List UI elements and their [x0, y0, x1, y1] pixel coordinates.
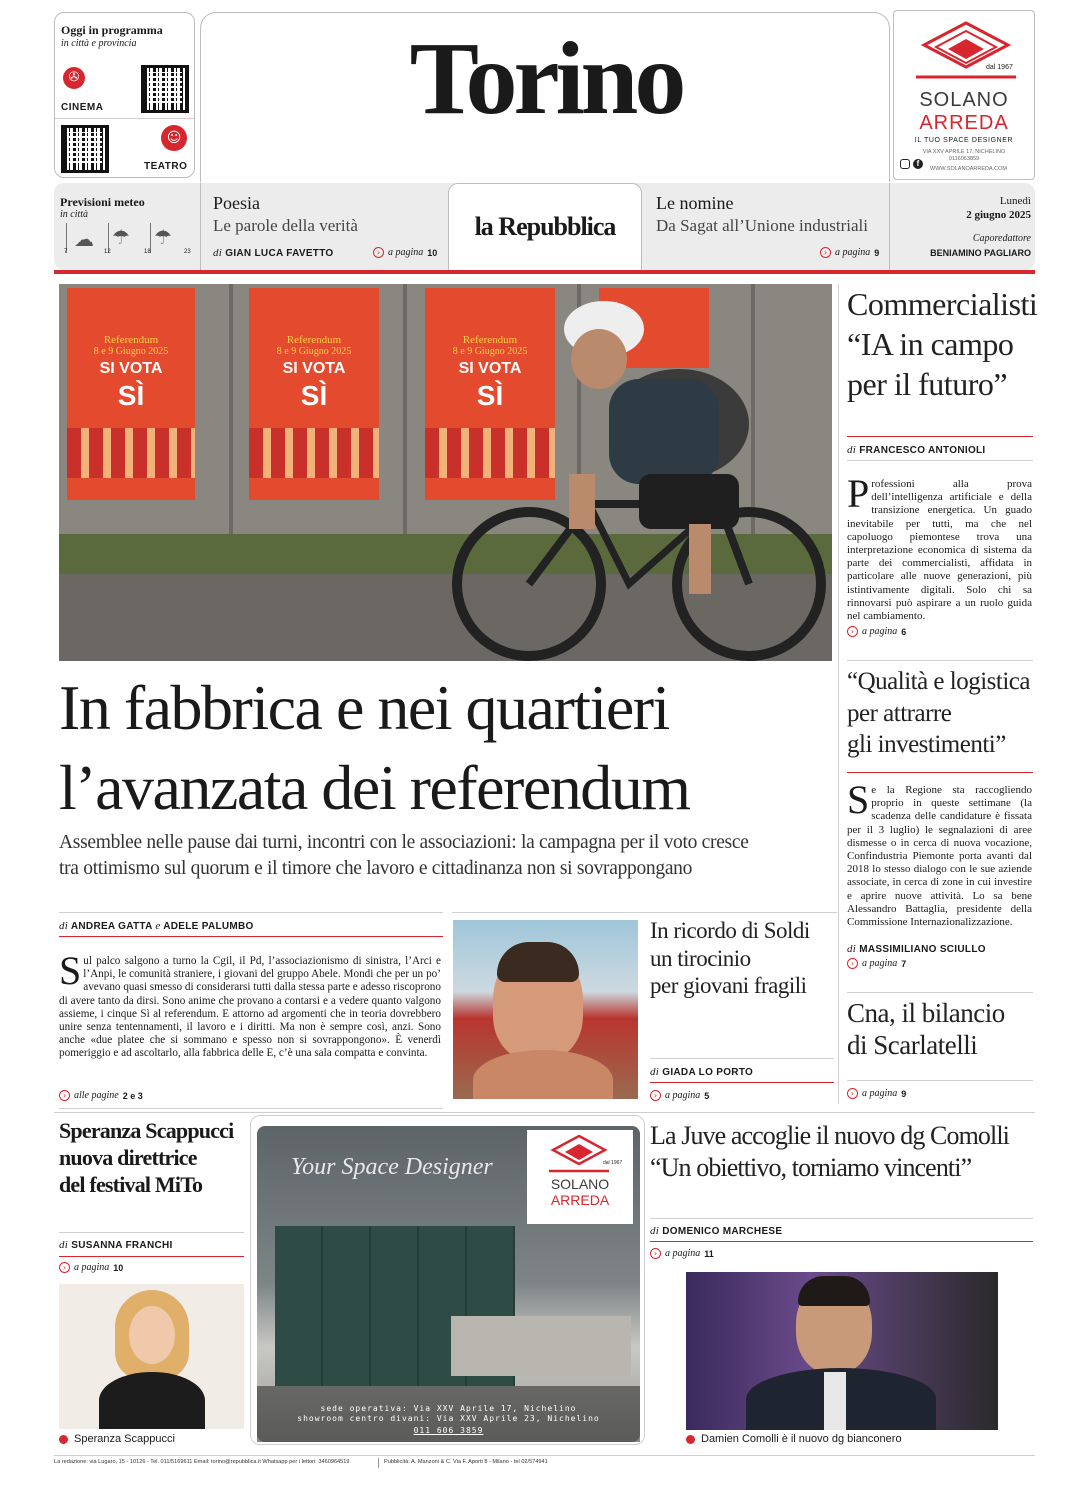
info-dot-icon	[59, 1435, 68, 1444]
solano-ad-site[interactable]: WWW.SOLANOARREDA.COM	[930, 166, 1008, 172]
referendum-poster-2: Referendum 8 e 9 Giugno 2025 SI VOTA SÌ	[249, 288, 379, 500]
soldi-byline: di GIADA LO PORTO	[650, 1066, 754, 1078]
lead-photo[interactable]	[59, 284, 832, 661]
soldi-page-ref[interactable]: › a pagina 5	[650, 1090, 709, 1101]
teatro-label[interactable]: TEATRO	[144, 161, 188, 172]
facebook-icon[interactable]: f	[913, 159, 923, 169]
arrow-icon: ›	[847, 958, 858, 969]
qualita-byline: di MASSIMILIANO SCIULLO	[847, 943, 986, 955]
mito-title-3[interactable]: del festival MiTo	[59, 1172, 203, 1197]
soldi-title-2[interactable]: un tirocinio	[650, 946, 751, 971]
weather-temp-4: 23	[184, 249, 191, 255]
theater-masks-icon: ☺	[161, 125, 187, 151]
qualita-title-2[interactable]: per attrarre	[847, 700, 952, 727]
qualita-page-ref[interactable]: › a pagina 7	[847, 958, 906, 969]
weather-subtitle: in città	[60, 209, 89, 220]
juve-byline: di DOMENICO MARCHESE	[650, 1225, 783, 1237]
solano-ad-phone: 0116063859	[948, 156, 980, 162]
cyclist-figure	[419, 284, 832, 661]
nomine-page-ref[interactable]: › a pagina 9	[820, 247, 879, 258]
comolli-photo[interactable]	[686, 1272, 998, 1430]
instagram-icon[interactable]	[900, 159, 910, 169]
ad2-line-2: showroom centro divani: Via XXV Aprile 23, Nichelino	[297, 1414, 600, 1423]
lead-headline-line-1[interactable]: In fabbrica e nei quartieri	[59, 672, 669, 743]
referendum-poster-1: Referendum 8 e 9 Giugno 2025 SI VOTA SÌ	[67, 288, 195, 500]
weather-temp-2: 12	[104, 249, 111, 255]
mito-title-1[interactable]: Speranza Scappucci	[59, 1118, 234, 1143]
solano-ad-box[interactable]	[893, 10, 1035, 180]
commercialisti-title-1[interactable]: Commercialisti	[847, 286, 1038, 322]
arrow-icon: ›	[820, 247, 831, 258]
solano-ad-brand-bottom: ARREDA	[919, 112, 1009, 134]
arrow-icon: ›	[59, 1090, 70, 1101]
rain-icon: ☂	[112, 225, 130, 249]
nomine-kicker: Le nomine	[656, 193, 734, 213]
commercialisti-byline: di FRANCESCO ANTONIOLI	[847, 444, 986, 456]
program-box-subtitle: in città e provincia	[61, 38, 137, 49]
ad2-phone: 011 606 3859	[413, 1426, 484, 1435]
weather-box	[54, 183, 197, 270]
lead-byline: di ANDREA GATTA e ADELE PALUMBO	[59, 920, 254, 932]
poesia-page-ref[interactable]: › a pagina 10	[373, 247, 437, 258]
footer-editorial: La redazione: via Lugaro, 15 - 10126 - Tel. 011/5169611 Email: torino@repubblica.it Whatsapp per i lettori: 3460964519	[54, 1459, 350, 1465]
solano-ad-since: dal 1967	[986, 64, 1013, 71]
cna-title-1[interactable]: Cna, il bilancio	[847, 998, 1005, 1028]
qualita-title-3[interactable]: gli investimenti”	[847, 731, 1006, 758]
ad2-brand-top: SOLANO	[550, 1176, 610, 1192]
cloudy-icon: ☁	[74, 227, 94, 251]
commercialisti-page-ref[interactable]: › a pagina 6	[847, 626, 906, 637]
ad2-brand-bottom: ARREDA	[550, 1192, 610, 1208]
solano-ad-2[interactable]	[250, 1115, 645, 1445]
solano-ad-brand-top: SOLANO	[919, 89, 1009, 111]
date-box	[892, 183, 1035, 270]
poesia-box[interactable]	[200, 183, 446, 270]
cinema-qr-code[interactable]	[141, 65, 189, 113]
mito-byline: di SUSANNA FRANCHI	[59, 1239, 173, 1251]
qualita-title-1[interactable]: “Qualità e logistica	[847, 668, 1030, 695]
commercialisti-title-2[interactable]: “IA in campo	[847, 326, 1014, 362]
repubblica-logo: la Repubblica	[474, 212, 616, 241]
mito-title-2[interactable]: nuova direttrice	[59, 1145, 197, 1170]
repubblica-logo-box	[448, 183, 642, 270]
masthead-title: Torino	[409, 21, 683, 136]
lead-body: Sul palco salgono a turno la Cgil, il Pd, l’associazionismo di sinistra, l’Arci e l’Anpi, le comunità straniere, i giovani del gruppo Abele. Mondi che per un po’ avevano quasi smesso di considerarsi tutti dalla stessa parte e adesso riscoprono di avere tanto da dirsi. Sono anime che provano a contarsi e a vedere quanto valgono assieme, i cinque Sì al referendum. E attorno ad argomenti che in teoria dovrebbero unire senza tentennamenti, il lavoro e i diritti. Ma non è sempre così, anzi. Sono anche «due platee che si sommano e spesso non si sovrappongono». È venerdì pomeriggio e ad ascoltarlo, alla fabbrica delle E, c’è una sala compatta e convinta.	[59, 948, 441, 1060]
solano-ad-address: VIA XXV APRILE 17, NICHELINO	[922, 149, 1006, 155]
soldi-title-1[interactable]: In ricordo di Soldi	[650, 918, 810, 943]
weather-temp-1: 7	[64, 249, 68, 255]
scappucci-photo[interactable]	[59, 1284, 244, 1429]
arrow-icon: ›	[650, 1090, 661, 1101]
ad2-since: dal 1967	[603, 1160, 623, 1166]
film-reel-icon: ✇	[63, 67, 85, 89]
rain-icon-2: ☂	[154, 225, 172, 249]
mito-page-ref[interactable]: › a pagina 10	[59, 1262, 123, 1273]
ad2-logo-icon	[549, 1134, 609, 1174]
lead-headline-line-2[interactable]: l’avanzata dei referendum	[59, 752, 690, 823]
arrow-icon: ›	[373, 247, 384, 258]
poesia-kicker: Poesia	[213, 193, 260, 213]
ad2-line-1: sede operativa: Via XXV Aprile 17, Nichelino	[320, 1404, 577, 1413]
ad2-script: Your Space Designer	[291, 1154, 493, 1180]
nomine-box[interactable]	[644, 183, 890, 270]
date-value: 2 giugno 2025	[966, 209, 1031, 221]
solano-logo-icon	[916, 19, 1016, 81]
cna-page-ref[interactable]: › a pagina 9	[847, 1088, 906, 1099]
qualita-body: Se la Regione sta raccogliendo proprio in queste settimane (la scadenza delle candidature è fissata per il 3 luglio) le segnalazioni di aree dismesse o in cerca di nuova vocazione, Confindustria Piemonte porta avanti dal 2018 lo stesso dialogo con le sue aziende associate, in cerca di zone in cui investire e aprire nuove attività. Lo sa bene Alessandro Battaglia, presidente della Commissione Internazionalizzazione.	[847, 777, 1032, 929]
topbar-red-rule	[54, 270, 1035, 274]
juve-page-ref[interactable]: › a pagina 11	[650, 1248, 714, 1259]
commercialisti-title-3[interactable]: per il futuro”	[847, 366, 1008, 402]
date-day: Lunedì	[999, 195, 1031, 207]
cna-title-2[interactable]: di Scarlatelli	[847, 1030, 978, 1060]
soldi-photo[interactable]	[453, 920, 638, 1099]
arrow-icon: ›	[59, 1262, 70, 1273]
lead-standfirst-line-1: Assemblee nelle pause dai turni, incontri con le associazioni: la campagna per il voto cresce	[59, 832, 749, 853]
arrow-icon: ›	[847, 1088, 858, 1099]
weather-temp-3: 18	[144, 249, 151, 255]
footer-advertising: Pubblicità: A. Manzoni & C. Via F. Aporti 8 - Milano - tel 02/574941	[384, 1459, 548, 1465]
soldi-title-3[interactable]: per giovani fragili	[650, 973, 807, 998]
juve-title-1[interactable]: La Juve accoglie il nuovo dg Comolli	[650, 1121, 1009, 1150]
arrow-icon: ›	[650, 1248, 661, 1259]
arrow-icon: ›	[847, 626, 858, 637]
weather-title: Previsioni meteo	[60, 195, 145, 209]
program-box-title: Oggi in programma	[61, 23, 163, 37]
lead-page-ref[interactable]: › alle pagine 2 e 3	[59, 1090, 143, 1101]
lead-standfirst-line-2: tra ottimismo sul quorum e il timore che lavoro e cittadinanza non si sovrappongano	[59, 858, 693, 879]
referendum-poster-3: Referendum 8 e 9 Giugno 2025 SI VOTA SÌ	[425, 288, 555, 500]
masthead-box	[200, 12, 890, 182]
solano-ad-tagline: IL TUO SPACE DESIGNER	[914, 137, 1014, 144]
poesia-byline: di GIAN LUCA FAVETTO	[213, 247, 334, 259]
program-box	[54, 12, 195, 178]
juve-title-2[interactable]: “Un obiettivo, torniamo vincenti”	[650, 1153, 972, 1182]
editor-name: BENIAMINO PAGLIARO	[930, 248, 1031, 258]
scappucci-caption: Speranza Scappucci	[59, 1433, 175, 1445]
comolli-caption: Damien Comolli è il nuovo dg bianconero	[686, 1433, 902, 1445]
editor-role: Caporedattore	[972, 233, 1031, 244]
info-dot-icon	[686, 1435, 695, 1444]
cinema-label[interactable]: CINEMA	[61, 102, 104, 113]
kitchen-island	[451, 1316, 631, 1376]
commercialisti-body: Professioni alla prova dell’intelligenza artificiale e della transizione energetica. Un guado inevitabile per tutti, ma che nel capoluogo piemontese trova una interpretazione economica di sistema da parte dei commercialisti, affidata in particolare alle nuove generazioni, più istintivamente digitali. Solo chi sa rinnovarsi può aspirare a un ruolo guida nel cambiamento.	[847, 471, 1032, 623]
teatro-qr-code[interactable]	[61, 125, 109, 173]
poesia-title: Le parole della verità	[213, 216, 358, 235]
nomine-title: Da Sagat all’Unione industriali	[656, 216, 868, 235]
